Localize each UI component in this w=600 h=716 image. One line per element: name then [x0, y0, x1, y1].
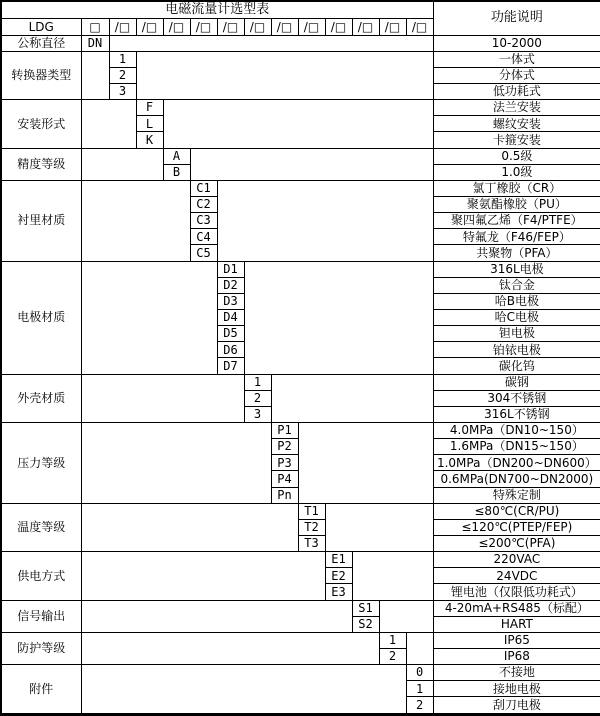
code-cell: C2	[190, 197, 217, 213]
function-column-header: 功能说明	[433, 1, 600, 35]
section-label: 精度等级	[1, 148, 81, 180]
code-cell: S1	[352, 600, 379, 616]
value-cell: 4.0MPa（DN10~150）	[433, 423, 600, 439]
value-cell: 1.0级	[433, 164, 600, 180]
spacer-cell	[81, 600, 352, 632]
value-cell: ≤80℃(CR/PU)	[433, 503, 600, 519]
value-cell: IP68	[433, 648, 600, 664]
code-cell: C5	[190, 245, 217, 261]
code-cell: D5	[217, 326, 244, 342]
table-title: 电磁流量计选型表	[1, 1, 433, 19]
code-cell: 3	[244, 406, 271, 422]
section-label: 信号输出	[1, 600, 81, 632]
value-cell: IP65	[433, 632, 600, 648]
code-cell: 1	[244, 374, 271, 390]
code-cell: E2	[325, 568, 352, 584]
value-cell: 共聚物（PFA）	[433, 245, 600, 261]
value-cell: 氯丁橡胶（CR）	[433, 180, 600, 196]
section-label: 温度等级	[1, 503, 81, 551]
spacer-cell	[136, 51, 433, 99]
section-label: 压力等级	[1, 423, 81, 504]
spacer-cell	[81, 423, 271, 504]
value-cell: 1.6MPa（DN15~150）	[433, 439, 600, 455]
code-cell: 0	[406, 665, 433, 681]
code-cell: L	[136, 116, 163, 132]
spacer-cell	[81, 261, 217, 374]
section-label: 电极材质	[1, 261, 81, 374]
value-cell: 304不锈钢	[433, 390, 600, 406]
spacer-cell	[81, 51, 109, 99]
value-cell: 316L不锈钢	[433, 406, 600, 422]
code-cell: E3	[325, 584, 352, 600]
value-cell: 特殊定制	[433, 487, 600, 503]
value-cell: 不接地	[433, 665, 600, 681]
spacer-cell	[217, 180, 433, 261]
code-cell: 1	[406, 681, 433, 697]
model-code-box: /□	[136, 19, 163, 35]
value-cell: HART	[433, 616, 600, 632]
value-cell: ≤120℃(PTEP/FEP)	[433, 519, 600, 535]
value-cell: 4-20mA+RS485（标配）	[433, 600, 600, 616]
code-cell: P1	[271, 423, 298, 439]
value-cell: 螺纹安装	[433, 116, 600, 132]
model-code-box: /□	[109, 19, 136, 35]
value-cell: 特氟龙（F46/FEP）	[433, 229, 600, 245]
value-cell: 分体式	[433, 67, 600, 83]
code-cell: Pn	[271, 487, 298, 503]
value-cell: 0.5级	[433, 148, 600, 164]
model-code-box: /□	[217, 19, 244, 35]
spacer-cell	[352, 552, 433, 600]
code-cell: C4	[190, 229, 217, 245]
code-cell: 1	[109, 51, 136, 67]
code-cell: T2	[298, 519, 325, 535]
value-cell: 钛合金	[433, 277, 600, 293]
spacer-cell	[109, 35, 433, 51]
spacer-cell	[81, 632, 379, 664]
code-cell: DN	[81, 35, 109, 51]
section-label: 附件	[1, 665, 81, 715]
code-cell: D4	[217, 310, 244, 326]
code-cell: A	[163, 148, 190, 164]
code-cell: E1	[325, 552, 352, 568]
model-code-box: /□	[298, 19, 325, 35]
model-code-box: /□	[325, 19, 352, 35]
code-cell: D7	[217, 358, 244, 374]
section-label: 衬里材质	[1, 180, 81, 261]
value-cell: 锂电池（仅限低功耗式）	[433, 584, 600, 600]
value-cell: 一体式	[433, 51, 600, 67]
value-cell: 1.0MPa（DN200~DN600）	[433, 455, 600, 471]
value-cell: 钽电极	[433, 326, 600, 342]
code-cell: 1	[379, 632, 406, 648]
spacer-cell	[81, 552, 325, 600]
code-cell: D6	[217, 342, 244, 358]
code-cell: 3	[109, 84, 136, 100]
spacer-cell	[325, 503, 433, 551]
code-cell: D3	[217, 293, 244, 309]
code-cell: 2	[379, 648, 406, 664]
value-cell: 哈B电极	[433, 293, 600, 309]
value-cell: ≤200℃(PFA)	[433, 535, 600, 551]
code-cell: D1	[217, 261, 244, 277]
section-label: 外壳材质	[1, 374, 81, 422]
value-cell: 316L电极	[433, 261, 600, 277]
code-cell: C1	[190, 180, 217, 196]
section-label: 公称直径	[1, 35, 81, 51]
spacer-cell	[81, 374, 244, 422]
code-cell: T1	[298, 503, 325, 519]
value-cell: 碳化钨	[433, 358, 600, 374]
model-code-box: /□	[379, 19, 406, 35]
spacer-cell	[244, 261, 433, 374]
spacer-cell	[163, 100, 433, 148]
code-cell: P4	[271, 471, 298, 487]
code-cell: P2	[271, 439, 298, 455]
model-code-box: /□	[244, 19, 271, 35]
value-cell: 低功耗式	[433, 84, 600, 100]
section-label: 供电方式	[1, 552, 81, 600]
code-cell: K	[136, 132, 163, 148]
spacer-cell	[81, 148, 163, 180]
value-cell: 碳钢	[433, 374, 600, 390]
value-cell: 卡箍安装	[433, 132, 600, 148]
model-code-label: LDG	[1, 19, 81, 35]
model-code-box: /□	[406, 19, 433, 35]
value-cell: 220VAC	[433, 552, 600, 568]
model-code-box: /□	[352, 19, 379, 35]
code-cell: P3	[271, 455, 298, 471]
code-cell: 2	[406, 697, 433, 715]
code-cell: T3	[298, 535, 325, 551]
spacer-cell	[81, 180, 190, 261]
value-cell: 哈C电极	[433, 310, 600, 326]
model-code-box: /□	[163, 19, 190, 35]
section-label: 防护等级	[1, 632, 81, 664]
value-cell: 0.6MPa(DN700~DN2000)	[433, 471, 600, 487]
value-cell: 10-2000	[433, 35, 600, 51]
model-code-box: /□	[190, 19, 217, 35]
value-cell: 刮刀电极	[433, 697, 600, 715]
spacer-cell	[271, 374, 433, 422]
spacer-cell	[81, 100, 136, 148]
code-cell: C3	[190, 213, 217, 229]
code-cell: F	[136, 100, 163, 116]
section-label: 转换器类型	[1, 51, 81, 99]
value-cell: 法兰安装	[433, 100, 600, 116]
code-cell: 2	[109, 67, 136, 83]
section-label: 安装形式	[1, 100, 81, 148]
code-cell: D2	[217, 277, 244, 293]
value-cell: 24VDC	[433, 568, 600, 584]
spacer-cell	[81, 665, 406, 715]
code-cell: B	[163, 164, 190, 180]
spacer-cell	[190, 148, 433, 180]
spacer-cell	[379, 600, 433, 632]
code-cell: S2	[352, 616, 379, 632]
value-cell: 聚四氟乙烯（F4/PTFE）	[433, 213, 600, 229]
value-cell: 铂铱电极	[433, 342, 600, 358]
spacer-cell	[81, 503, 298, 551]
model-code-box: /□	[271, 19, 298, 35]
value-cell: 聚氨酯橡胶（PU）	[433, 197, 600, 213]
value-cell: 接地电极	[433, 681, 600, 697]
spacer-cell	[406, 632, 433, 664]
model-base-box: □	[81, 19, 109, 35]
code-cell: 2	[244, 390, 271, 406]
spacer-cell	[298, 423, 433, 504]
